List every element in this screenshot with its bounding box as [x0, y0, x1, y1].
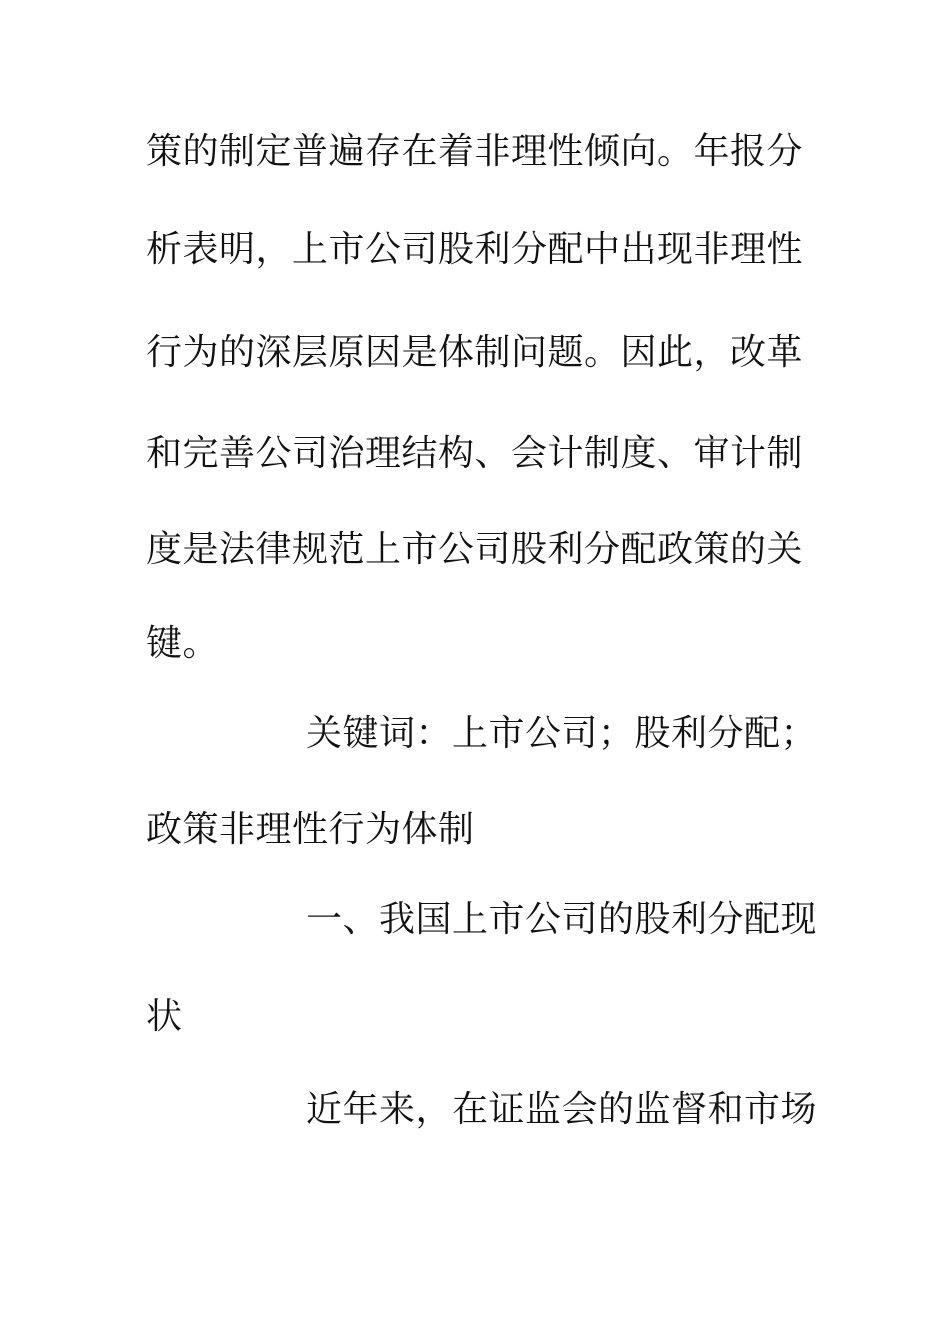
body-paragraph-line-1: 近年来，在证监会的监督和市场: [306, 1089, 818, 1130]
section-heading-line-1: 一、我国上市公司的股利分配现: [306, 899, 818, 940]
abstract-line-5: 度是法律规范上市公司股利分配政策的关: [146, 529, 804, 570]
abstract-line-4: 和完善公司治理结构、会计制度、审计制: [146, 433, 804, 474]
keywords-line-1: 关键词：上市公司；股利分配；: [306, 713, 818, 754]
section-heading-line-2: 状: [146, 996, 183, 1037]
keywords-line-2: 政策非理性行为体制: [146, 809, 475, 850]
abstract-line-2: 析表明，上市公司股利分配中出现非理性: [146, 229, 804, 270]
abstract-line-1: 策的制定普遍存在着非理性倾向。年报分: [146, 131, 804, 172]
abstract-line-6: 键。: [146, 623, 220, 664]
abstract-line-3: 行为的深层原因是体制问题。因此，改革: [146, 332, 804, 373]
